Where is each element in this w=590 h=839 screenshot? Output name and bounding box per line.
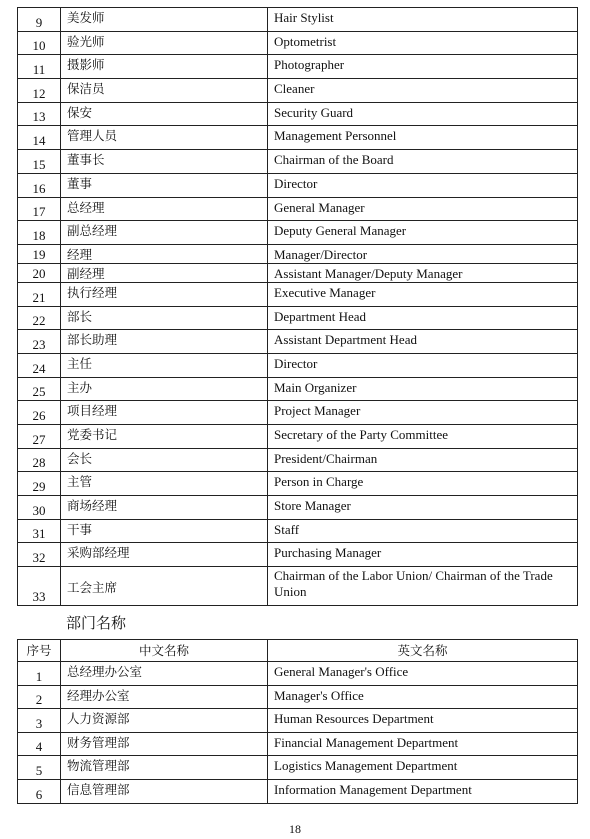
table-row [18,126,578,150]
table-row [18,197,578,221]
table-row [18,779,578,803]
english-name: Information Management Department [268,779,578,803]
chinese-title: 主任 [61,353,268,377]
english-title: Main Organizer [268,377,578,401]
chinese-title: 美发师 [61,8,268,32]
chinese-title: 部长 [61,306,268,330]
chinese-name: 信息管理部 [61,779,268,803]
row-number: 3 [18,709,61,733]
chinese-name: 物流管理部 [61,756,268,780]
row-number: 17 [18,197,61,221]
chinese-name: 财务管理部 [61,732,268,756]
english-title: Store Manager [268,496,578,520]
header-english-name: 英文名称 [268,640,578,662]
table-row [18,472,578,496]
table-row [18,377,578,401]
chinese-title: 副经理 [61,263,268,282]
english-title: Cleaner [268,79,578,103]
table-row [18,425,578,449]
row-number: 10 [18,31,61,55]
table-row [18,102,578,126]
chinese-title: 采购部经理 [61,543,268,567]
table-row [18,756,578,780]
english-title: General Manager [268,197,578,221]
english-title: Director [268,353,578,377]
chinese-title: 干事 [61,519,268,543]
chinese-title: 董事 [61,173,268,197]
row-number: 9 [18,8,61,32]
row-number: 31 [18,519,61,543]
row-number: 16 [18,173,61,197]
english-name: Human Resources Department [268,709,578,733]
row-number: 33 [18,567,61,606]
table-row [18,282,578,306]
english-title: Department Head [268,306,578,330]
chinese-name: 经理办公室 [61,685,268,709]
table-row [18,709,578,733]
row-number: 18 [18,221,61,245]
chinese-title: 保洁员 [61,79,268,103]
table-row [18,519,578,543]
english-title: Hair Stylist [268,8,578,32]
table-row [18,31,578,55]
chinese-title: 保安 [61,102,268,126]
english-name: Manager's Office [268,685,578,709]
row-number: 20 [18,263,61,282]
english-title: Secretary of the Party Committee [268,425,578,449]
row-number: 23 [18,330,61,354]
chinese-title: 执行经理 [61,282,268,306]
english-title: President/Chairman [268,448,578,472]
row-number: 27 [18,425,61,449]
table-row [18,244,578,263]
row-number: 30 [18,496,61,520]
row-number: 4 [18,732,61,756]
chinese-title: 部长助理 [61,330,268,354]
chinese-title: 会长 [61,448,268,472]
page-number: 18 [289,822,301,836]
english-name: Financial Management Department [268,732,578,756]
table-row [18,263,578,282]
row-number: 32 [18,543,61,567]
row-number: 26 [18,401,61,425]
table-row [18,79,578,103]
table-row [18,401,578,425]
row-number: 12 [18,79,61,103]
table-row [18,173,578,197]
english-title: Manager/Director [268,244,578,263]
english-title: Assistant Manager/Deputy Manager [268,263,578,282]
table-row [18,685,578,709]
table-row [18,221,578,245]
english-title: Management Personnel [268,126,578,150]
english-title: Staff [268,519,578,543]
row-number: 22 [18,306,61,330]
table-row [18,330,578,354]
table-row [18,150,578,174]
english-title: Chairman of the Board [268,150,578,174]
row-number: 24 [18,353,61,377]
english-title: Purchasing Manager [268,543,578,567]
chinese-name: 人力资源部 [61,709,268,733]
chinese-title: 董事长 [61,150,268,174]
table-header-row [18,640,578,662]
row-number: 19 [18,244,61,263]
row-number: 2 [18,685,61,709]
row-number: 25 [18,377,61,401]
english-title: Security Guard [268,102,578,126]
english-title: Assistant Department Head [268,330,578,354]
table-row [18,306,578,330]
english-name: General Manager's Office [268,662,578,686]
row-number: 21 [18,282,61,306]
english-title: Photographer [268,55,578,79]
table-row [18,543,578,567]
chinese-title: 副总经理 [61,221,268,245]
chinese-title: 主办 [61,377,268,401]
header-chinese-name: 中文名称 [61,640,268,662]
row-number: 1 [18,662,61,686]
english-title: Optometrist [268,31,578,55]
english-title: Chairman of the Labor Union/ Chairman of the Trade Union [268,567,578,606]
english-title: Person in Charge [268,472,578,496]
row-number: 29 [18,472,61,496]
chinese-title: 总经理 [61,197,268,221]
chinese-title: 项目经理 [61,401,268,425]
table-row [18,496,578,520]
section-title: 部门名称 [66,614,127,632]
row-number: 28 [18,448,61,472]
chinese-title: 验光师 [61,31,268,55]
row-number: 13 [18,102,61,126]
row-number: 5 [18,756,61,780]
departments-table [17,639,578,804]
table-row [18,448,578,472]
row-number: 6 [18,779,61,803]
table-row [18,662,578,686]
table-row [18,55,578,79]
english-title: Director [268,173,578,197]
chinese-title: 经理 [61,244,268,263]
chinese-title: 工会主席 [61,567,268,606]
row-number: 11 [18,55,61,79]
chinese-title: 管理人员 [61,126,268,150]
row-number: 14 [18,126,61,150]
table-row [18,8,578,32]
chinese-title: 摄影师 [61,55,268,79]
table-row [18,732,578,756]
chinese-title: 商场经理 [61,496,268,520]
table-row [18,567,578,606]
english-name: Logistics Management Department [268,756,578,780]
chinese-name: 总经理办公室 [61,662,268,686]
english-title: Executive Manager [268,282,578,306]
row-number: 15 [18,150,61,174]
positions-table [17,7,578,606]
table-row [18,353,578,377]
header-number: 序号 [18,640,61,662]
chinese-title: 主管 [61,472,268,496]
chinese-title: 党委书记 [61,425,268,449]
english-title: Deputy General Manager [268,221,578,245]
english-title: Project Manager [268,401,578,425]
